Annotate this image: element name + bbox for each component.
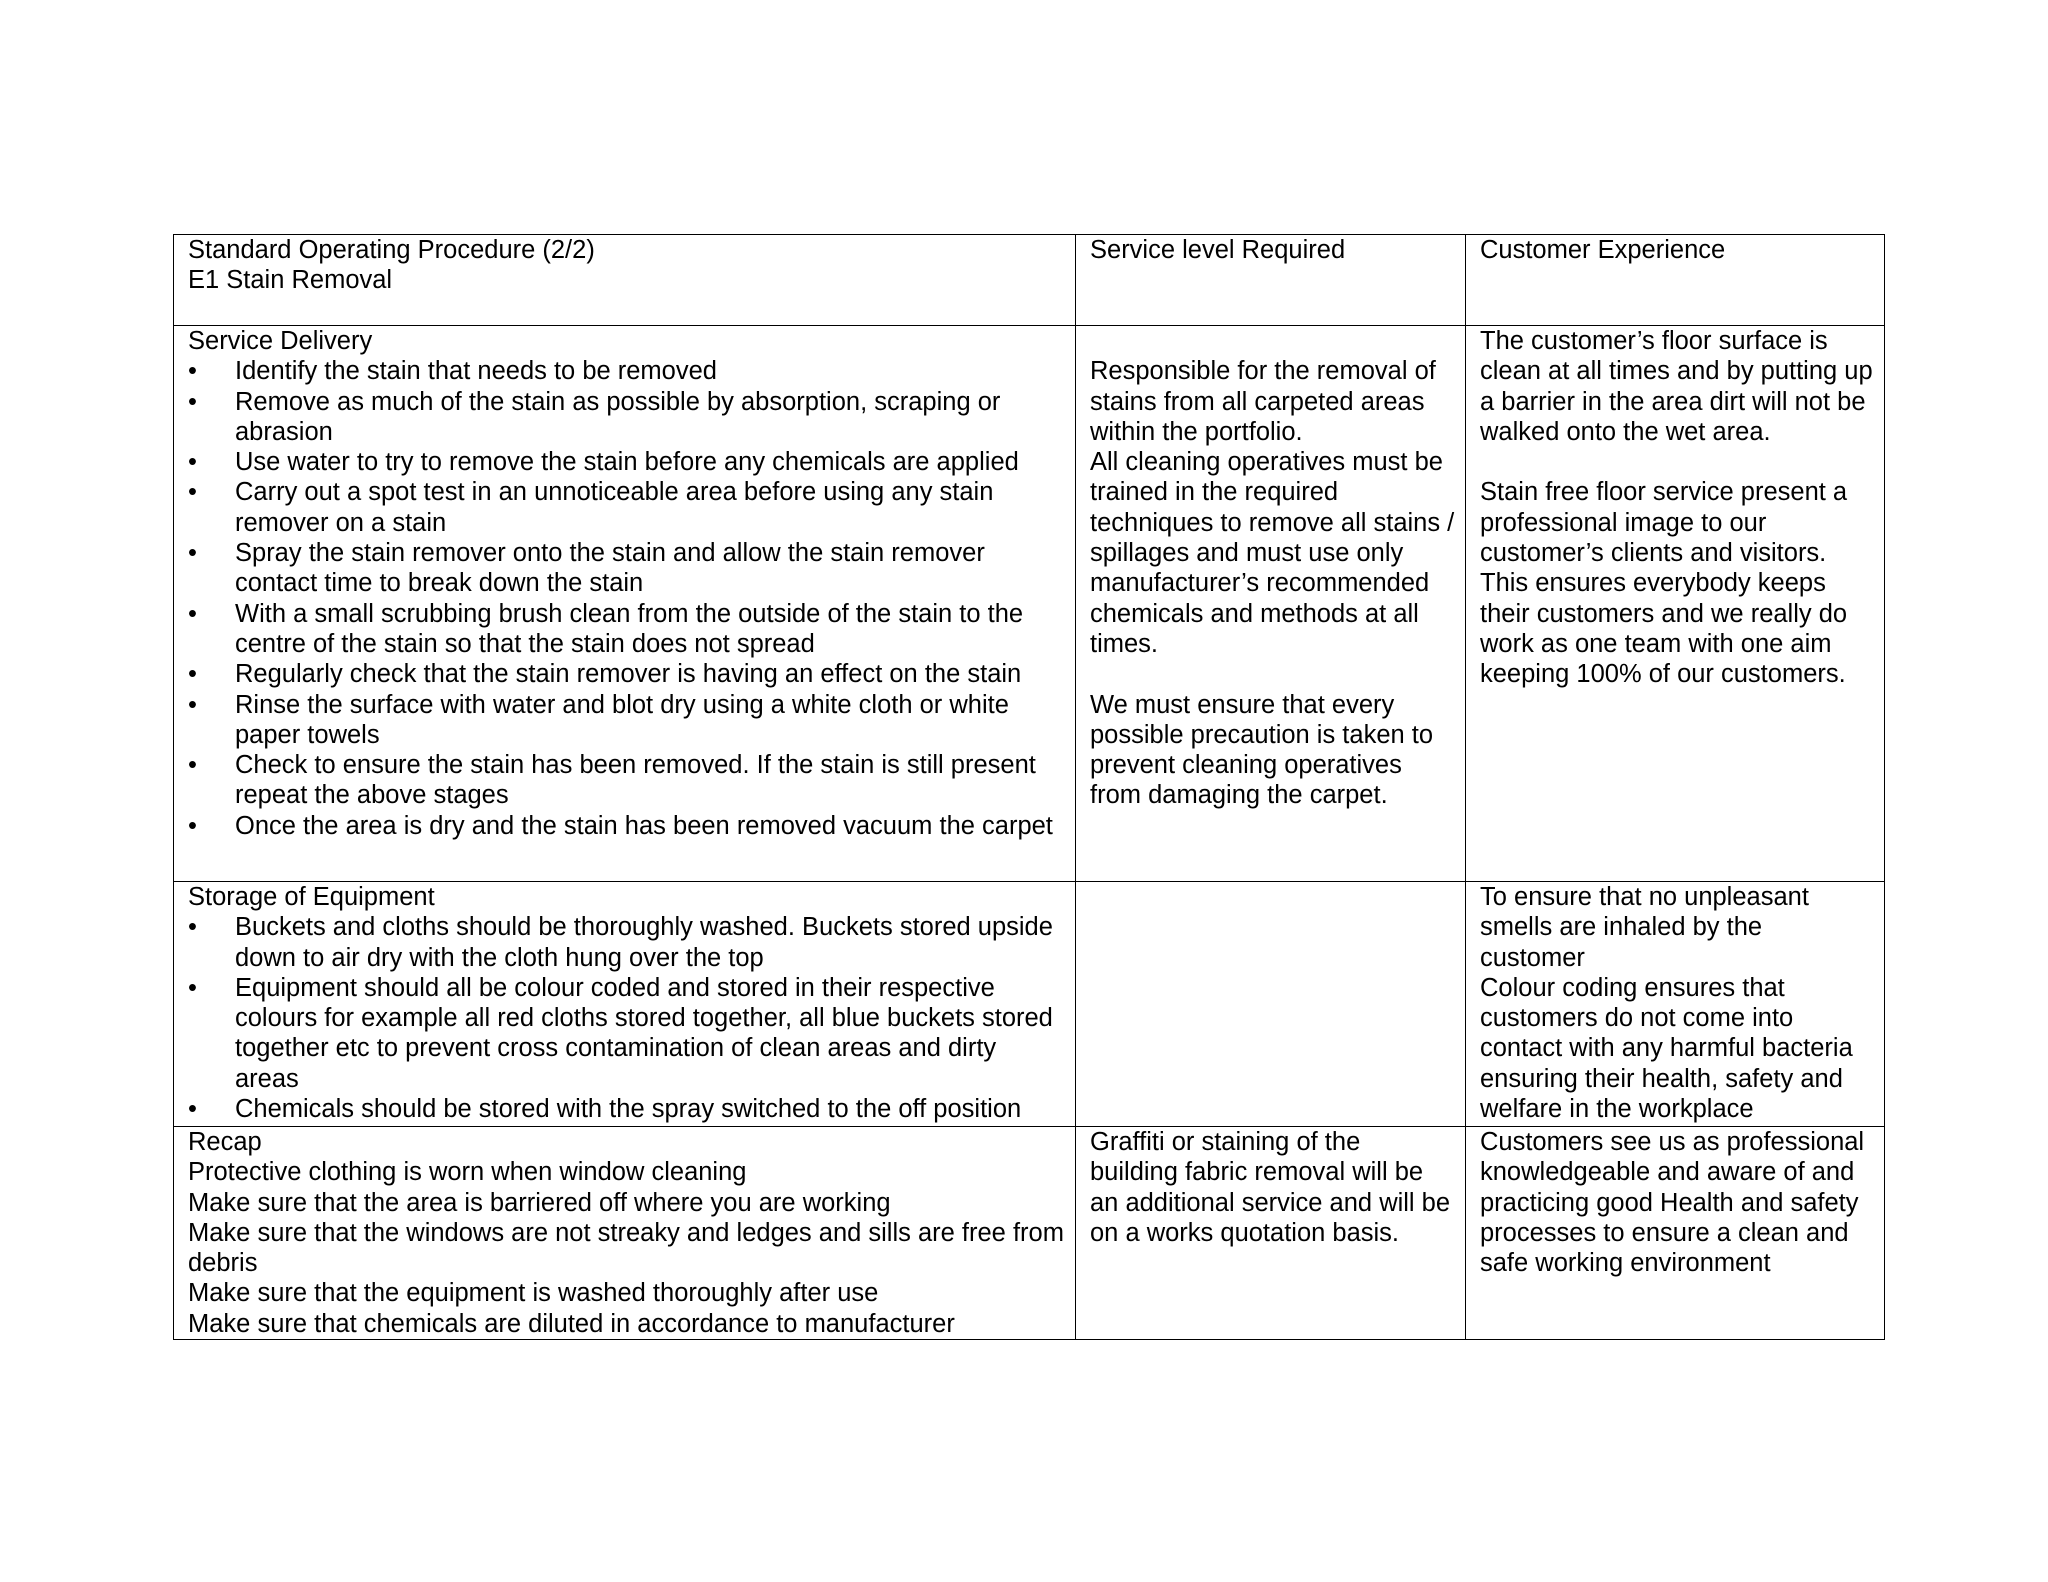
header-service-level-cell	[1076, 235, 1466, 326]
list-item: • Regularly check that the stain remover is having an effect on the stain	[188, 660, 1022, 689]
service-level-heading: Service level Required	[1090, 236, 1346, 264]
bullet-icon: •	[188, 751, 197, 780]
procedure-subtitle: E1 Stain Removal	[188, 266, 393, 295]
storage-customer-cell	[1466, 882, 1885, 1127]
service-delivery-procedure-cell	[174, 326, 1076, 882]
service-level-paragraph: Responsible for the removal of stains from all carpeted areas within the portfolio.	[1090, 357, 1436, 446]
list-item: • Spray the stain remover onto the stain and allow the stain remover contact time to break down the stain	[188, 539, 985, 598]
sop-table	[173, 234, 1885, 1340]
list-item: • With a small scrubbing brush clean from the outside of the stain to the centre of the stain so that the stain does not spread	[188, 599, 1024, 658]
customer-paragraph: This ensures everybody keeps their customers and we really do work as one team with one aim keeping 100% of our customers.	[1480, 569, 1848, 689]
recap-heading: Recap	[188, 1128, 262, 1156]
recap-line: Protective clothing is worn when window cleaning	[188, 1158, 747, 1187]
customer-paragraph: To ensure that no unpleasant smells are inhaled by the customer	[1480, 883, 1809, 972]
service-level-paragraph: We must ensure that every possible precaution is taken to prevent cleaning operatives from damaging the carpet.	[1090, 690, 1434, 810]
list-item: • Once the area is dry and the stain has been removed vacuum the carpet	[188, 811, 1053, 840]
bullet-icon: •	[188, 1095, 197, 1124]
service-delivery-row	[174, 326, 1885, 882]
customer-experience-heading: Customer Experience	[1480, 236, 1726, 264]
recap-line: Make sure that the area is barriered off where you are working	[188, 1188, 891, 1217]
bullet-icon: •	[188, 660, 197, 689]
bullet-icon: •	[188, 539, 197, 568]
storage-row	[174, 882, 1885, 1127]
recap-line: Make sure that the windows are not streaky and ledges and sills are free from debris	[188, 1218, 1064, 1278]
procedure-title: Standard Operating Procedure (2/2)	[188, 236, 595, 264]
customer-paragraph: The customer’s floor surface is clean at all times and by putting up a barrier in the area dirt will not be walked onto the wet area.	[1480, 327, 1873, 446]
recap-line: Make sure that the equipment is washed thoroughly after use	[188, 1279, 879, 1308]
customer-paragraph: Colour coding ensures that customers do not come into contact with any harmful bacteria ensuring their health, safety and welfare in the workplace	[1480, 973, 1853, 1124]
bullet-icon: •	[188, 478, 197, 507]
bullet-icon: •	[188, 448, 197, 477]
bullet-icon: •	[188, 811, 197, 840]
list-item: • Equipment should all be colour coded and stored in their respective colours for example all red cloths stored together, all blue buckets stored together etc to prevent cross contamination of clean areas and dirty areas	[188, 973, 1053, 1093]
list-item: • Carry out a spot test in an unnoticeable area before using any stain remover on a stain	[188, 478, 994, 537]
list-item: • Rinse the surface with water and blot dry using a white cloth or white paper towels	[188, 690, 1009, 749]
service-delivery-heading: Service Delivery	[188, 327, 373, 355]
recap-row	[174, 1127, 1885, 1340]
bullet-icon: •	[188, 599, 197, 628]
bullet-icon: •	[188, 357, 197, 386]
bullet-icon: •	[188, 913, 197, 942]
header-row	[174, 235, 1885, 326]
service-level-paragraph: All cleaning operatives must be trained in the required techniques to remove all stains / spillages and must use only manufacturer’s recommended chemicals and methods at all times.	[1090, 448, 1455, 658]
bullet-icon: •	[188, 387, 197, 416]
header-procedure-cell	[174, 235, 1076, 326]
recap-service-level-cell	[1076, 1127, 1466, 1340]
list-item: • Remove as much of the stain as possible by absorption, scraping or abrasion	[188, 387, 1001, 446]
list-item: • Chemicals should be stored with the spray switched to the off position	[188, 1095, 1022, 1124]
storage-service-level-cell	[1076, 882, 1466, 1127]
recap-line: Make sure that chemicals are diluted in accordance to manufacturer	[188, 1309, 955, 1338]
header-customer-experience-cell	[1466, 235, 1885, 326]
service-delivery-customer-cell	[1466, 326, 1885, 882]
storage-heading: Storage of Equipment	[188, 883, 435, 911]
list-item: • Identify the stain that needs to be removed	[188, 357, 717, 386]
bullet-icon: •	[188, 973, 197, 1002]
storage-list	[188, 912, 1065, 1124]
customer-paragraph: Stain free floor service present a professional image to our customer’s clients and visitors.	[1480, 478, 1848, 568]
list-item: • Buckets and cloths should be thoroughly washed. Buckets stored upside down to air dry with the cloth hung over the top	[188, 913, 1053, 972]
bullet-icon: •	[188, 690, 197, 719]
service-delivery-list	[188, 356, 1065, 841]
list-item: • Check to ensure the stain has been removed. If the stain is still present repeat the above stages	[188, 751, 1036, 810]
list-item: • Use water to try to remove the stain before any chemicals are applied	[188, 448, 1019, 477]
recap-procedure-cell	[174, 1127, 1076, 1340]
service-delivery-service-level-cell	[1076, 326, 1466, 882]
service-level-paragraph: Graffiti or staining of the building fabric removal will be an additional service and will be on a works quotation basis.	[1090, 1128, 1451, 1247]
customer-paragraph: Customers see us as professional knowledgeable and aware of and practicing good Health and safety processes to ensure a clean and safe working environment	[1480, 1128, 1865, 1278]
recap-customer-cell	[1466, 1127, 1885, 1340]
storage-procedure-cell	[174, 882, 1076, 1127]
